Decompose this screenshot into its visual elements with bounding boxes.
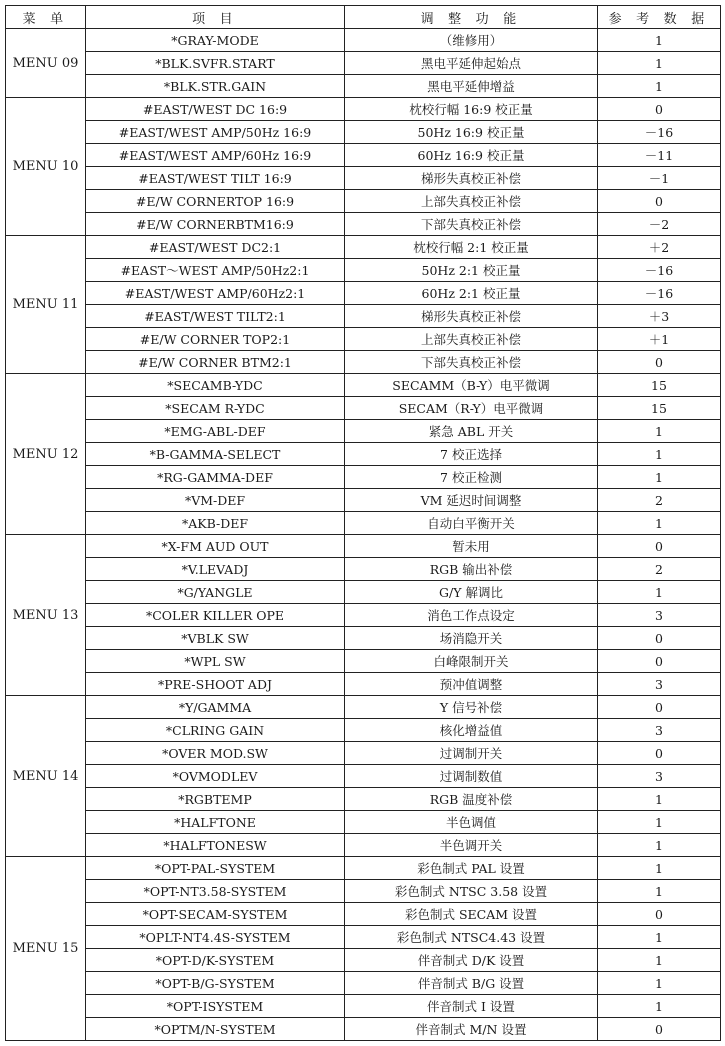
table-row [6,719,721,742]
item-cell: *CLRING GAIN [86,719,345,742]
table-row [6,811,721,834]
menu-group-label: MENU 10 [6,98,86,236]
function-cell: SECAMM（B-Y）电平微调 [345,374,598,397]
item-cell: #EAST～WEST AMP/50Hz2:1 [86,259,345,282]
item-cell: *OPT-D/K-SYSTEM [86,949,345,972]
function-cell: 自动白平衡开关 [345,512,598,535]
table-row [6,995,721,1018]
value-cell: 2 [598,558,721,581]
function-cell: 彩色制式 SECAM 设置 [345,903,598,926]
item-cell: *BLK.STR.GAIN [86,75,345,98]
table-row [6,75,721,98]
table-row [6,443,721,466]
table-row [6,144,721,167]
item-cell: *BLK.SVFR.START [86,52,345,75]
table-row [6,880,721,903]
value-cell: 3 [598,604,721,627]
function-cell: VM 延迟时间调整 [345,489,598,512]
function-cell: 场消隐开关 [345,627,598,650]
table-row [6,788,721,811]
table-body [6,29,721,1041]
item-cell: *SECAMB-YDC [86,374,345,397]
item-cell: *GRAY-MODE [86,29,345,52]
item-cell: #EAST/WEST TILT2:1 [86,305,345,328]
value-cell: ＋1 [598,328,721,351]
menu-reference-table [5,5,721,1041]
item-cell: *HALFTONESW [86,834,345,857]
value-cell: 0 [598,1018,721,1041]
menu-group-label: MENU 11 [6,236,86,374]
value-cell: －16 [598,121,721,144]
menu-group-label: MENU 12 [6,374,86,535]
value-cell: 1 [598,857,721,880]
item-cell: *OPT-ISYSTEM [86,995,345,1018]
value-cell: 1 [598,788,721,811]
item-cell: *AKB-DEF [86,512,345,535]
item-cell: #EAST/WEST AMP/60Hz 16:9 [86,144,345,167]
value-cell: 1 [598,29,721,52]
function-cell: 下部失真校正补偿 [345,351,598,374]
function-cell: 伴音制式 M/N 设置 [345,1018,598,1041]
value-cell: 15 [598,397,721,420]
function-cell: G/Y 解调比 [345,581,598,604]
value-cell: 1 [598,420,721,443]
value-cell: 15 [598,374,721,397]
value-cell: 1 [598,581,721,604]
function-cell: 过调制数值 [345,765,598,788]
item-cell: *RGBTEMP [86,788,345,811]
value-cell: 1 [598,52,721,75]
value-cell: 1 [598,972,721,995]
table-row [6,29,721,52]
item-cell: *G/YANGLE [86,581,345,604]
value-cell: －2 [598,213,721,236]
value-cell: 0 [598,650,721,673]
function-cell: 紧急 ABL 开关 [345,420,598,443]
function-cell: 50Hz 16:9 校正量 [345,121,598,144]
function-cell: 50Hz 2:1 校正量 [345,259,598,282]
header-data: 参 考 数 据 [598,6,721,29]
table-row [6,926,721,949]
table-row [6,351,721,374]
function-cell: 预冲值调整 [345,673,598,696]
function-cell: 7 校正选择 [345,443,598,466]
function-cell: 下部失真校正补偿 [345,213,598,236]
value-cell: 0 [598,627,721,650]
table-row [6,627,721,650]
function-cell: 伴音制式 D/K 设置 [345,949,598,972]
item-cell: *Y/GAMMA [86,696,345,719]
item-cell: *RG-GAMMA-DEF [86,466,345,489]
item-cell: *HALFTONE [86,811,345,834]
table-row [6,857,721,880]
table-row [6,650,721,673]
table-row [6,466,721,489]
value-cell: 3 [598,765,721,788]
value-cell: 1 [598,926,721,949]
item-cell: *SECAM R-YDC [86,397,345,420]
function-cell: 半色调值 [345,811,598,834]
value-cell: ＋3 [598,305,721,328]
table-row [6,765,721,788]
table-row [6,673,721,696]
value-cell: －11 [598,144,721,167]
value-cell: 0 [598,535,721,558]
function-cell: 枕校行幅 16:9 校正量 [345,98,598,121]
table-row [6,121,721,144]
function-cell: 60Hz 2:1 校正量 [345,282,598,305]
function-cell: 上部失真校正补偿 [345,190,598,213]
table-row [6,1018,721,1041]
function-cell: Y 信号补偿 [345,696,598,719]
table-row [6,604,721,627]
value-cell: 2 [598,489,721,512]
item-cell: #E/W CORNERBTM16:9 [86,213,345,236]
function-cell: 核化增益值 [345,719,598,742]
function-cell: 黑电平延伸增益 [345,75,598,98]
function-cell: RGB 输出补偿 [345,558,598,581]
table-row [6,328,721,351]
value-cell: 1 [598,466,721,489]
table-row [6,512,721,535]
item-cell: #E/W CORNER TOP2:1 [86,328,345,351]
function-cell: 彩色制式 NTSC4.43 设置 [345,926,598,949]
item-cell: #EAST/WEST DC2:1 [86,236,345,259]
value-cell: 1 [598,75,721,98]
function-cell: 彩色制式 PAL 设置 [345,857,598,880]
item-cell: #EAST/WEST AMP/50Hz 16:9 [86,121,345,144]
table-row [6,581,721,604]
value-cell: －16 [598,282,721,305]
value-cell: 3 [598,719,721,742]
function-cell: 梯形失真校正补偿 [345,305,598,328]
value-cell: 0 [598,190,721,213]
value-cell: －16 [598,259,721,282]
item-cell: *COLER KILLER OPE [86,604,345,627]
function-cell: RGB 温度补偿 [345,788,598,811]
value-cell: 1 [598,512,721,535]
item-cell: *OPTM/N-SYSTEM [86,1018,345,1041]
function-cell: 伴音制式 B/G 设置 [345,972,598,995]
value-cell: 0 [598,742,721,765]
function-cell: SECAM（R-Y）电平微调 [345,397,598,420]
item-cell: #E/W CORNERTOP 16:9 [86,190,345,213]
value-cell: 0 [598,903,721,926]
item-cell: *X-FM AUD OUT [86,535,345,558]
function-cell: 彩色制式 NTSC 3.58 设置 [345,880,598,903]
table-row [6,259,721,282]
menu-group-label: MENU 14 [6,696,86,857]
table-row [6,213,721,236]
item-cell: *WPL SW [86,650,345,673]
function-cell: 上部失真校正补偿 [345,328,598,351]
item-cell: *OPT-SECAM-SYSTEM [86,903,345,926]
value-cell: 3 [598,673,721,696]
function-cell: 半色调开关 [345,834,598,857]
item-cell: *OVER MOD.SW [86,742,345,765]
table-row [6,420,721,443]
function-cell: 枕校行幅 2:1 校正量 [345,236,598,259]
header-row [6,6,721,29]
value-cell: 1 [598,834,721,857]
value-cell: 0 [598,351,721,374]
table-row [6,489,721,512]
item-cell: #EAST/WEST AMP/60Hz2:1 [86,282,345,305]
value-cell: 0 [598,98,721,121]
value-cell: ＋2 [598,236,721,259]
item-cell: *VBLK SW [86,627,345,650]
menu-group-label: MENU 13 [6,535,86,696]
table-row [6,98,721,121]
item-cell: *VM-DEF [86,489,345,512]
item-cell: *EMG-ABL-DEF [86,420,345,443]
item-cell: #EAST/WEST DC 16:9 [86,98,345,121]
header-item: 项 目 [86,6,345,29]
item-cell: *OPLT-NT4.4S-SYSTEM [86,926,345,949]
function-cell: （维修用） [345,29,598,52]
header-function: 调 整 功 能 [345,6,598,29]
item-cell: *OPT-PAL-SYSTEM [86,857,345,880]
function-cell: 消色工作点设定 [345,604,598,627]
table-row [6,535,721,558]
function-cell: 伴音制式 I 设置 [345,995,598,1018]
value-cell: 1 [598,443,721,466]
table-row [6,190,721,213]
table-row [6,903,721,926]
function-cell: 黑电平延伸起始点 [345,52,598,75]
item-cell: *OVMODLEV [86,765,345,788]
item-cell: #EAST/WEST TILT 16:9 [86,167,345,190]
item-cell: *OPT-NT3.58-SYSTEM [86,880,345,903]
table-row [6,949,721,972]
function-cell: 60Hz 16:9 校正量 [345,144,598,167]
value-cell: 1 [598,949,721,972]
table-row [6,397,721,420]
item-cell: *V.LEVADJ [86,558,345,581]
value-cell: 1 [598,880,721,903]
table-row [6,696,721,719]
table-row [6,282,721,305]
table-row [6,236,721,259]
value-cell: 1 [598,995,721,1018]
function-cell: 暂未用 [345,535,598,558]
value-cell: 1 [598,811,721,834]
item-cell: #E/W CORNER BTM2:1 [86,351,345,374]
table-row [6,374,721,397]
header-menu: 菜 单 [6,6,86,29]
item-cell: *OPT-B/G-SYSTEM [86,972,345,995]
table-row [6,558,721,581]
value-cell: 0 [598,696,721,719]
table-row [6,972,721,995]
item-cell: *B-GAMMA-SELECT [86,443,345,466]
value-cell: －1 [598,167,721,190]
function-cell: 梯形失真校正补偿 [345,167,598,190]
table-row [6,305,721,328]
item-cell: *PRE-SHOOT ADJ [86,673,345,696]
menu-group-label: MENU 09 [6,29,86,98]
function-cell: 过调制开关 [345,742,598,765]
table-row [6,167,721,190]
function-cell: 白峰限制开关 [345,650,598,673]
function-cell: 7 校正检测 [345,466,598,489]
table-row [6,52,721,75]
menu-group-label: MENU 15 [6,857,86,1041]
table-row [6,742,721,765]
table-row [6,834,721,857]
